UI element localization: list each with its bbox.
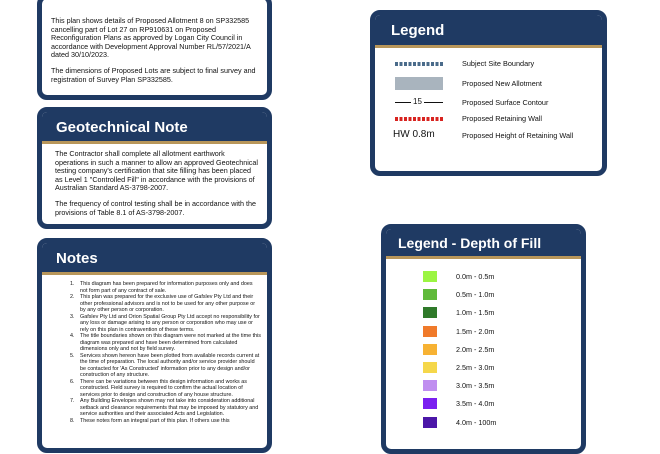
lot-description-panel: [37, 0, 272, 100]
depth-range-label: 1.0m - 1.5m: [456, 308, 495, 318]
color-swatch: [423, 380, 437, 391]
lot-paragraph-2: The dimensions of Proposed Lots are subject to final survey and registration of Survey Plan SP332585.: [51, 65, 256, 84]
depth-range-label: 3.5m - 4.0m: [456, 399, 495, 409]
depth-legend-item: [386, 344, 581, 356]
color-swatch: [423, 362, 437, 373]
depth-legend-item: [386, 362, 581, 374]
legend-item-site-boundary: [375, 58, 602, 70]
dashed-boundary-icon: [395, 58, 443, 70]
retaining-wall-icon: [395, 113, 443, 125]
contour-value: 15: [413, 97, 422, 106]
depth-legend-item: [386, 398, 581, 410]
depth-range-label: 3.0m - 3.5m: [456, 381, 495, 391]
lot-paragraph-1: This plan shows details of Proposed Allotment 8 on SP332585 cancelling part of Lot 27 on RP910631 on Proposed Reconfiguration Plans as approved by Logan City Council in accordance with Development Approval Number RL/57/2021/A dated 30/10/2023.: [51, 16, 251, 60]
legend-title: Legend: [375, 15, 602, 45]
list-item: 6. There can be variations between this design information and works as constructed. Field survey is required to confirm the actual location of services prior to design and construction of any house structure.: [76, 379, 261, 399]
list-item: 4. The title boundaries shown on this diagram were not marked at the time this diagram was prepared and have been determined from calculated dimensions only and not by field survey.: [76, 333, 261, 353]
depth-legend-item: [386, 289, 581, 301]
color-swatch: [423, 398, 437, 409]
depth-range-label: 0.5m - 1.0m: [456, 290, 495, 300]
legend-label: Proposed Surface Contour: [462, 98, 549, 107]
wall-height-symbol: HW 0.8m: [393, 129, 435, 140]
depth-legend-item: [386, 380, 581, 392]
depth-legend-title: Legend - Depth of Fill: [386, 229, 581, 256]
color-swatch: [423, 417, 437, 428]
depth-legend-item: [386, 417, 581, 429]
notes-title: Notes: [42, 243, 267, 272]
color-swatch: [423, 307, 437, 318]
depth-legend-item: [386, 271, 581, 283]
depth-of-fill-legend-panel: [381, 224, 586, 454]
title-divider: [386, 256, 581, 259]
color-swatch: [423, 271, 437, 282]
legend-label: Subject Site Boundary: [462, 59, 535, 68]
color-swatch: [423, 326, 437, 337]
color-swatch: [423, 289, 437, 300]
legend-label: Proposed Height of Retaining Wall: [462, 131, 574, 140]
legend-label: Proposed New Allotment: [462, 79, 542, 88]
geotechnical-note-title: Geotechnical Note: [42, 112, 267, 141]
list-item: 7. Any Building Envelopes shown may not take into consideration additional setback and clearance requirements that may be imposed by statutory and service authorities and their associated Acts and Legislation.: [76, 398, 261, 418]
depth-range-label: 4.0m - 100m: [456, 417, 497, 427]
list-item: 8. These notes form an integral part of this plan. If others use this: [76, 418, 261, 425]
geotechnical-note-panel: [37, 107, 272, 229]
depth-range-label: 2.5m - 3.0m: [456, 363, 495, 372]
legend-item-wall-height: [375, 130, 602, 142]
legend-item-retaining-wall: [375, 113, 602, 125]
geotech-paragraph-1: The Contractor shall complete all allotment earthwork operations in such a manner to allow an approved Geotechnical testing company's certification that site filling has been placed as Level 1 "Controlled Fill" in accordance with the provisions of Australian Standard AS-3798-2007.: [55, 149, 258, 193]
legend-item-new-allotment: [375, 77, 602, 89]
legend-item-surface-contour: [375, 96, 602, 108]
title-divider: [42, 272, 267, 275]
geotech-paragraph-2: The frequency of control testing shall be in accordance with the provisions of Table 8.1 of AS-3798-2007.: [55, 198, 256, 217]
list-item: 1. This diagram has been prepared for information purposes only and does not form part of any contract of sale.: [76, 281, 261, 294]
depth-legend-item: [386, 326, 581, 338]
list-item: 3. Gafslev Pty Ltd and Orion Spatial Group Pty Ltd accept no responsibility for any loss or damage arising to any person or corporation who may use or rely on this plan in contravention of these terms.: [76, 314, 261, 334]
list-item: 5. Services shown hereon have been plotted from available records current at the time of preparation. The local authority and/or service provider should be contacted for 'As Constructed' information prior to any design and/or construction of any structure.: [76, 353, 261, 379]
color-swatch: [423, 344, 437, 355]
notes-panel: [37, 238, 272, 453]
depth-legend-item: [386, 307, 581, 319]
depth-range-label: 0.0m - 0.5m: [456, 272, 495, 281]
depth-range-label: 1.5m - 2.0m: [456, 326, 495, 336]
title-divider: [375, 45, 602, 48]
depth-range-label: 2.0m - 2.5m: [456, 344, 495, 354]
contour-line-icon: [395, 96, 443, 108]
grey-fill-icon: [395, 77, 443, 90]
legend-label: Proposed Retaining Wall: [462, 114, 543, 123]
notes-list: [42, 281, 267, 424]
list-item: 2. This plan was prepared for the exclusive use of Gafslev Pty Ltd and their other professional advisors and is not to be used for any other purpose or by any other person or corporation.: [76, 294, 261, 314]
legend-panel: [370, 10, 607, 176]
